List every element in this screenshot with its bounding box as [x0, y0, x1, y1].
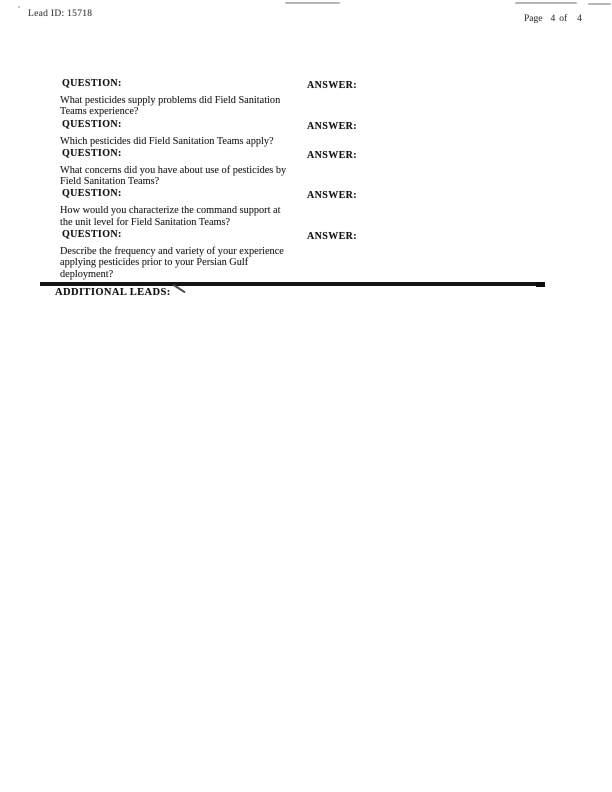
- question-text-line: What pesticides supply problems did Field Sanitation: [60, 95, 281, 106]
- scan-artifact: [18, 6, 20, 8]
- qa-label-row: [60, 188, 360, 200]
- qa-section: [60, 78, 360, 281]
- additional-leads-label: ADDITIONAL LEADS:: [55, 287, 171, 298]
- page-indicator: [524, 14, 582, 24]
- qa-label-row: [60, 148, 360, 160]
- question-text-line: What concerns did you have about use of pesticides by: [60, 164, 287, 176]
- question-label: QUESTION:: [62, 118, 122, 130]
- qa-label-row: [60, 119, 360, 131]
- question-label: QUESTION:: [62, 229, 122, 241]
- qa-label-row: [60, 229, 360, 241]
- answer-label: ANSWER:: [307, 120, 358, 132]
- qa-block: [60, 148, 360, 188]
- answer-label: ANSWER:: [307, 149, 358, 161]
- scan-artifact: [588, 3, 611, 5]
- scan-artifact: [285, 2, 340, 4]
- question-label: QUESTION:: [62, 78, 122, 89]
- question-text-line: Describe the frequency and variety of your experience: [60, 246, 284, 258]
- qa-label-row: [60, 78, 360, 90]
- lead-id-label: Lead ID: 15718: [28, 9, 93, 19]
- qa-block: [60, 119, 360, 147]
- question-text-line: Teams experience?: [60, 106, 139, 118]
- qa-block: [60, 188, 360, 228]
- answer-label: ANSWER:: [307, 231, 358, 243]
- page-word: Page: [524, 14, 543, 24]
- answer-label: ANSWER:: [307, 80, 358, 91]
- question-text-line: Field Sanitation Teams?: [60, 176, 160, 188]
- of-word: of: [559, 14, 568, 24]
- question-text-line: Which pesticides did Field Sanitation Teams apply?: [60, 135, 274, 147]
- total-page-number: 4: [577, 14, 582, 24]
- rule-end-blob: [536, 282, 545, 287]
- question-text-line: deployment?: [60, 268, 114, 280]
- question-text-line: the unit level for Field Sanitation Teams?: [60, 216, 231, 228]
- qa-block: [60, 78, 360, 118]
- question-label: QUESTION:: [62, 188, 122, 200]
- qa-block: [60, 229, 360, 280]
- question-text-line: How would you characterize the command support at: [60, 205, 281, 217]
- question-label: QUESTION:: [62, 147, 122, 159]
- section-divider-rule: [40, 282, 545, 286]
- question-text-line: applying pesticides prior to your Persian Gulf: [60, 257, 249, 269]
- answer-label: ANSWER:: [307, 190, 358, 202]
- scan-artifact: [515, 2, 577, 4]
- current-page-number: 4: [550, 14, 556, 24]
